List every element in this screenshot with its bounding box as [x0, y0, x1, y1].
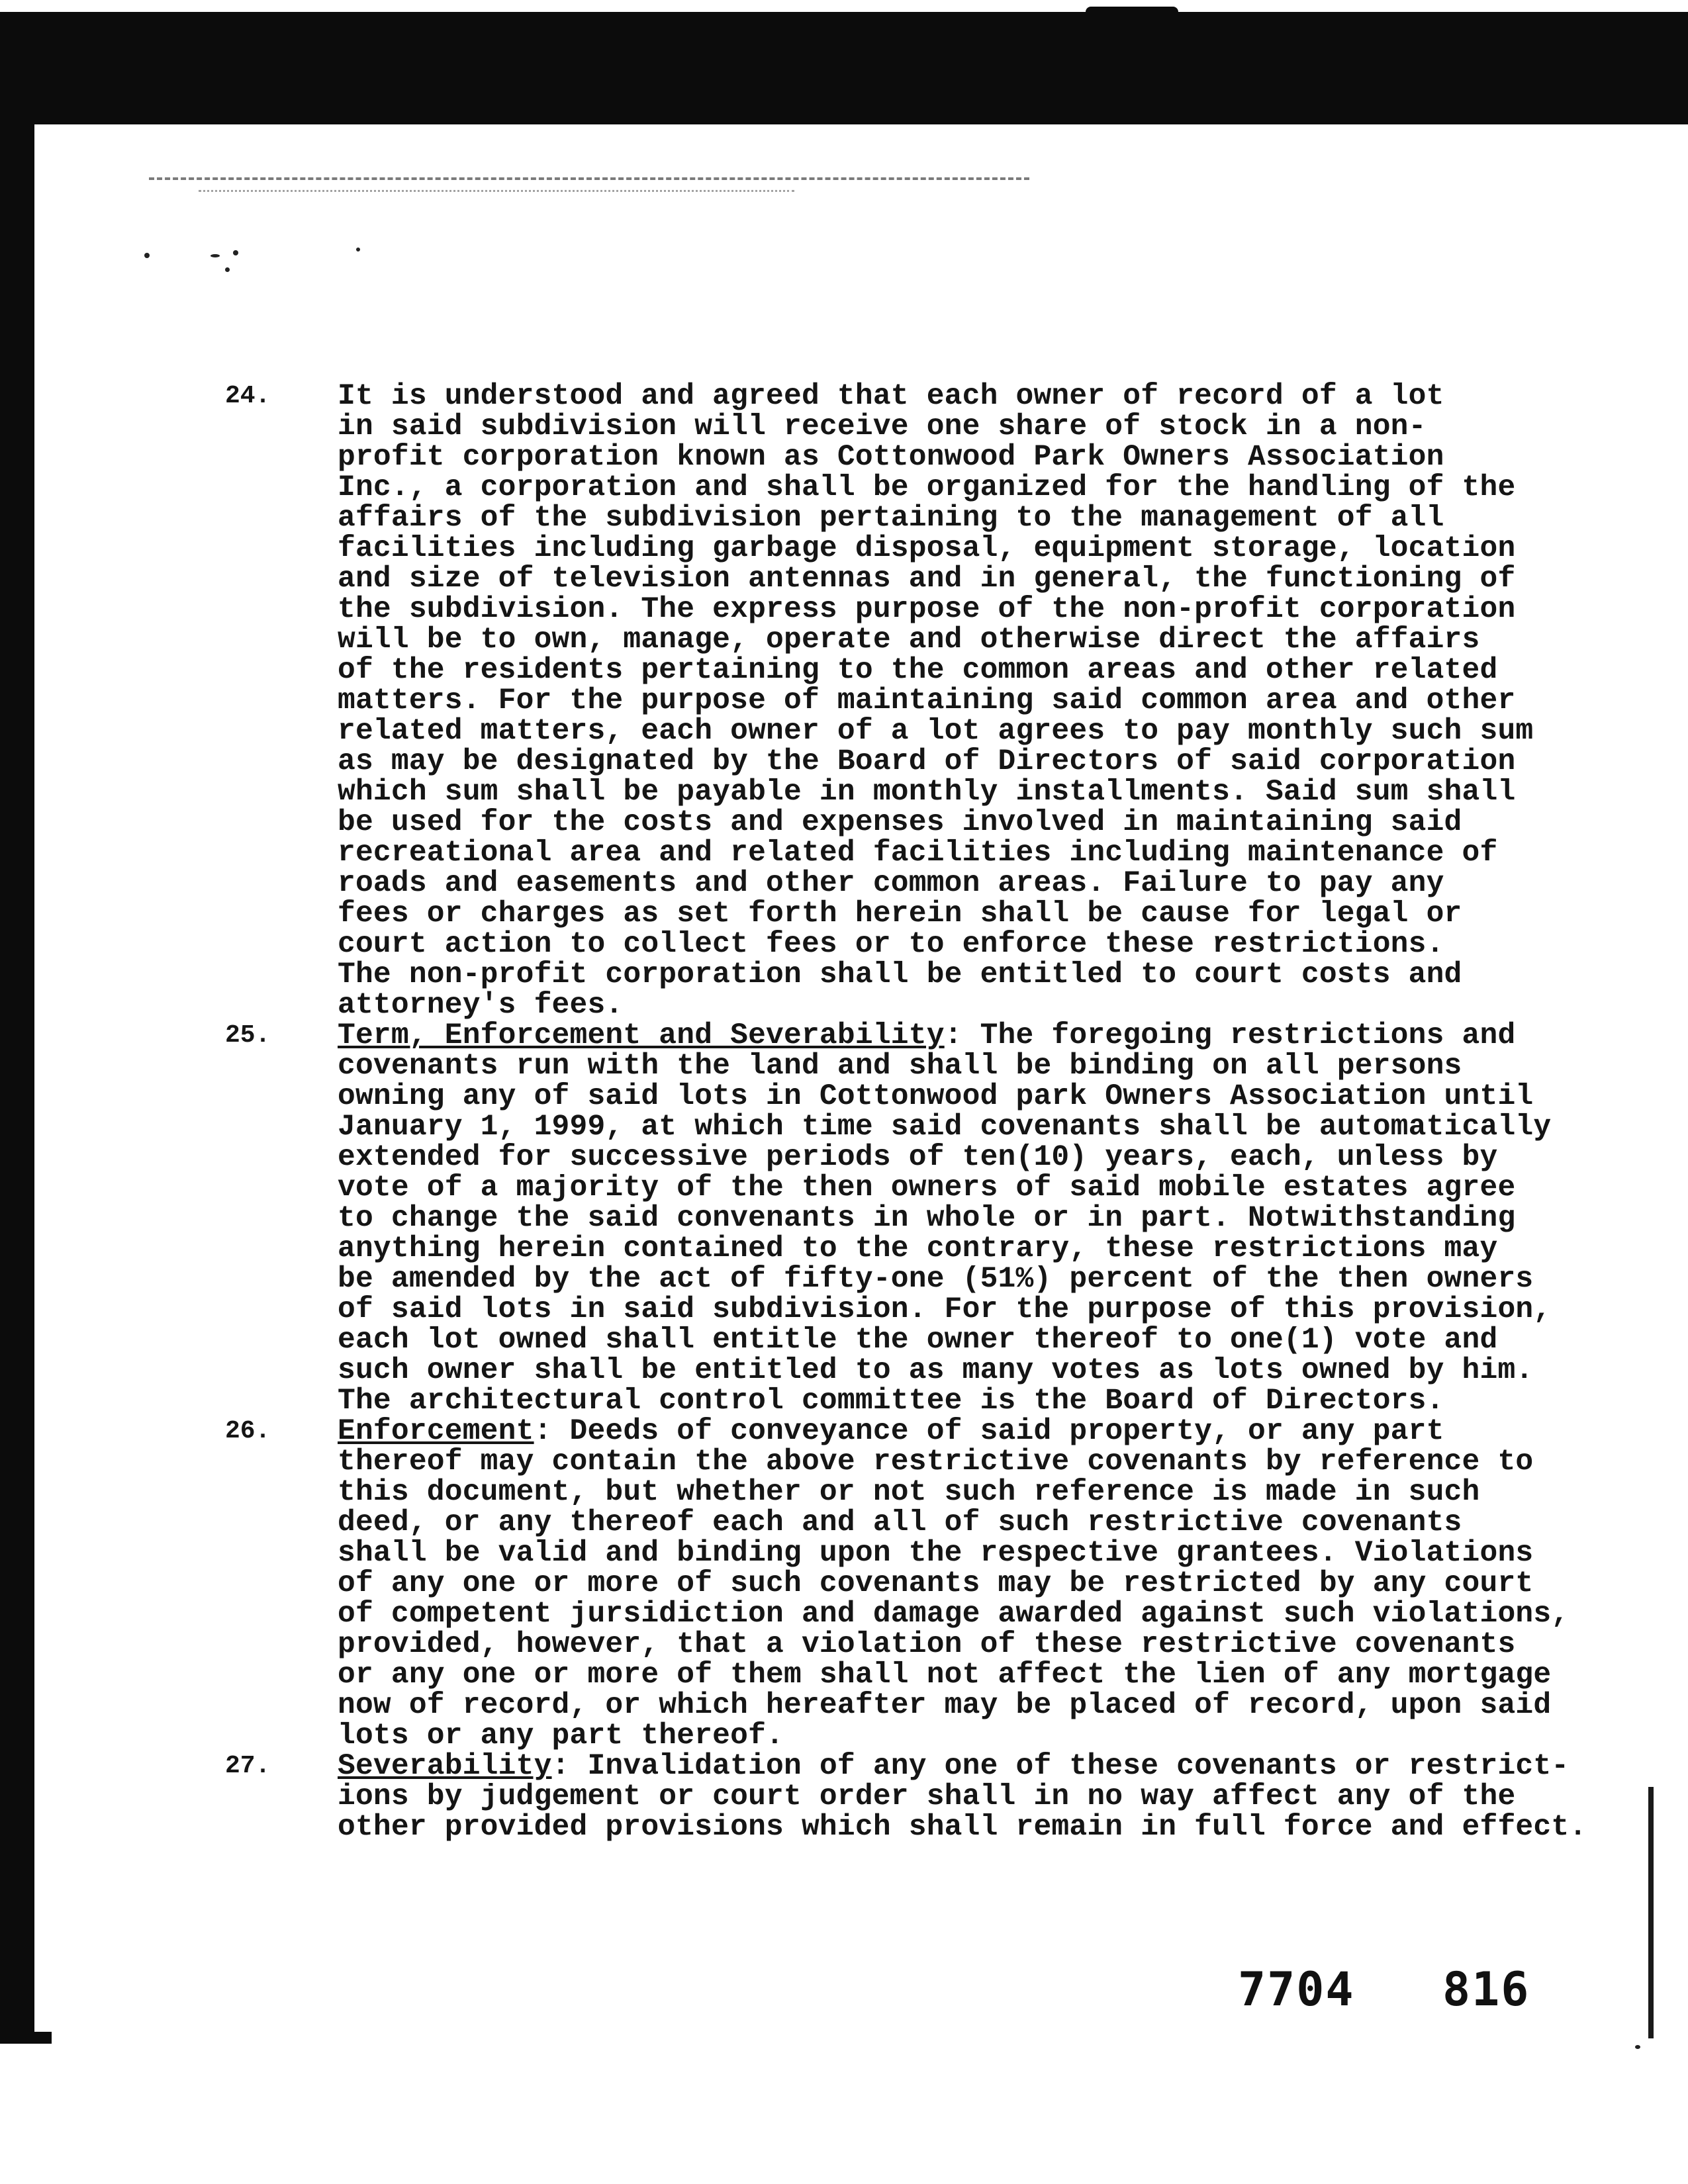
scan-speck	[356, 248, 360, 251]
paragraph-line: will be to own, manage, operate and otherwise direct the affairs	[338, 623, 1480, 657]
paragraph-line: as may be designated by the Board of Directors of said corporation	[338, 745, 1516, 778]
paragraph-line: court action to collect fees or to enforce these restrictions.	[338, 928, 1444, 961]
scan-border-right	[1648, 1787, 1654, 2038]
paragraph-line: attorney's fees.	[338, 989, 624, 1022]
paragraph-line: now of record, or which hereafter may be placed of record, upon said	[338, 1689, 1552, 1722]
paragraph-heading: Enforcement	[338, 1415, 534, 1448]
paragraph-line: related matters, each owner of a lot agrees to pay monthly such sum	[338, 715, 1534, 748]
paragraph-number: 27.	[225, 1752, 271, 1780]
paragraph-line: lots or any part thereof.	[338, 1719, 784, 1752]
paragraph-first-line	[338, 1751, 1569, 1782]
paragraph-line: this document, but whether or not such reference is made in such	[338, 1476, 1480, 1509]
paragraph-heading: Severability	[338, 1750, 552, 1783]
paragraph-line: deed, or any thereof each and all of such restrictive covenants	[338, 1506, 1462, 1539]
paragraph-line: It is understood and agreed that each owner of record of a lot	[338, 380, 1444, 413]
paragraph-line: of any one or more of such covenants may be restricted by any court	[338, 1567, 1534, 1600]
scan-speck	[225, 267, 230, 272]
paragraph-line: to change the said convenants in whole or in part. Notwithstanding	[338, 1202, 1516, 1235]
paragraph-line: thereof may contain the above restrictive covenants by reference to	[338, 1445, 1534, 1479]
paragraph-line: of said lots in said subdivision. For the purpose of this provision,	[338, 1293, 1552, 1326]
paragraph-line: other provided provisions which shall remain in full force and effect.	[338, 1811, 1587, 1844]
page-number: 7704 816	[1238, 1962, 1530, 2017]
scan-border-top	[0, 12, 1688, 124]
paragraph-line: such owner shall be entitled to as many votes as lots owned by him.	[338, 1354, 1534, 1387]
paragraph-line: of the residents pertaining to the common areas and other related	[338, 654, 1498, 687]
scan-border-top-bump	[1086, 7, 1178, 20]
paragraph-line: and size of television antennas and in general, the functioning of	[338, 563, 1516, 596]
paragraph-line: profit corporation known as Cottonwood Park Owners Association	[338, 441, 1444, 474]
paragraph-number: 24.	[225, 382, 271, 410]
scan-speck	[211, 254, 220, 257]
paragraph-line: be amended by the act of fifty-one (51%) percent of the then owners	[338, 1263, 1534, 1296]
paragraph-line: anything herein contained to the contrary, these restrictions may	[338, 1232, 1498, 1265]
paragraph-line: roads and easements and other common areas. Failure to pay any	[338, 867, 1444, 900]
paragraph-line: vote of a majority of the then owners of said mobile estates agree	[338, 1171, 1516, 1205]
paragraph-line: extended for successive periods of ten(10) years, each, unless by	[338, 1141, 1498, 1174]
paragraph-first-line	[338, 1021, 1515, 1051]
scan-speck	[233, 250, 238, 255]
scan-artifact-line	[149, 177, 1029, 180]
scan-speck	[1635, 2045, 1640, 2049]
paragraph-line: The architectural control committee is the Board of Directors.	[338, 1385, 1444, 1418]
paragraph-line: of competent jursidiction and damage awarded against such violations,	[338, 1598, 1570, 1631]
paragraph-line: owning any of said lots in Cottonwood park Owners Association until	[338, 1080, 1534, 1113]
paragraph-line: January 1, 1999, at which time said covenants shall be automatically	[338, 1111, 1552, 1144]
paragraph-line: affairs of the subdivision pertaining to the management of all	[338, 502, 1444, 535]
paragraph-line: covenants run with the land and shall be binding on all persons	[338, 1050, 1462, 1083]
paragraph-number: 25.	[225, 1021, 271, 1050]
paragraph-line: or any one or more of them shall not affect the lien of any mortgage	[338, 1659, 1552, 1692]
paragraph-line: each lot owned shall entitle the owner thereof to one(1) vote and	[338, 1324, 1498, 1357]
paragraph-line: be used for the costs and expenses involved in maintaining said	[338, 806, 1462, 839]
scan-speck	[144, 253, 150, 258]
scan-border-left-notch	[0, 2032, 52, 2044]
paragraph-number: 26.	[225, 1417, 271, 1445]
paragraph-line: facilities including garbage disposal, equipment storage, location	[338, 532, 1516, 565]
paragraph-line: provided, however, that a violation of these restrictive covenants	[338, 1628, 1516, 1661]
paragraph-line: the subdivision. The express purpose of the non-profit corporation	[338, 593, 1516, 626]
paragraph-line: which sum shall be payable in monthly installments. Said sum shall	[338, 776, 1516, 809]
paragraph-line: shall be valid and binding upon the respective grantees. Violations	[338, 1537, 1534, 1570]
paragraph-line: in said subdivision will receive one share of stock in a non-	[338, 410, 1427, 443]
scan-artifact-line	[199, 190, 794, 192]
scan-border-left	[0, 124, 34, 2037]
paragraph-first-line-text: : Deeds of conveyance of said property, or any part	[534, 1415, 1444, 1448]
paragraph-line: Inc., a corporation and shall be organized for the handling of the	[338, 471, 1516, 504]
paragraph-first-line-text: : Invalidation of any one of these covenants or restrict-	[551, 1750, 1570, 1783]
paragraph-first-line-text: : The foregoing restrictions and	[944, 1019, 1516, 1052]
paragraph-line: recreational area and related facilities including maintenance of	[338, 837, 1498, 870]
paragraph-heading: Term, Enforcement and Severability	[338, 1019, 945, 1052]
paragraph-line: The non-profit corporation shall be entitled to court costs and	[338, 958, 1462, 991]
paragraph-line: ions by judgement or court order shall in no way affect any of the	[338, 1780, 1516, 1813]
paragraph-first-line	[338, 1416, 1444, 1447]
paragraph-line: matters. For the purpose of maintaining said common area and other	[338, 684, 1516, 717]
paragraph-line: fees or charges as set forth herein shall be cause for legal or	[338, 897, 1462, 931]
